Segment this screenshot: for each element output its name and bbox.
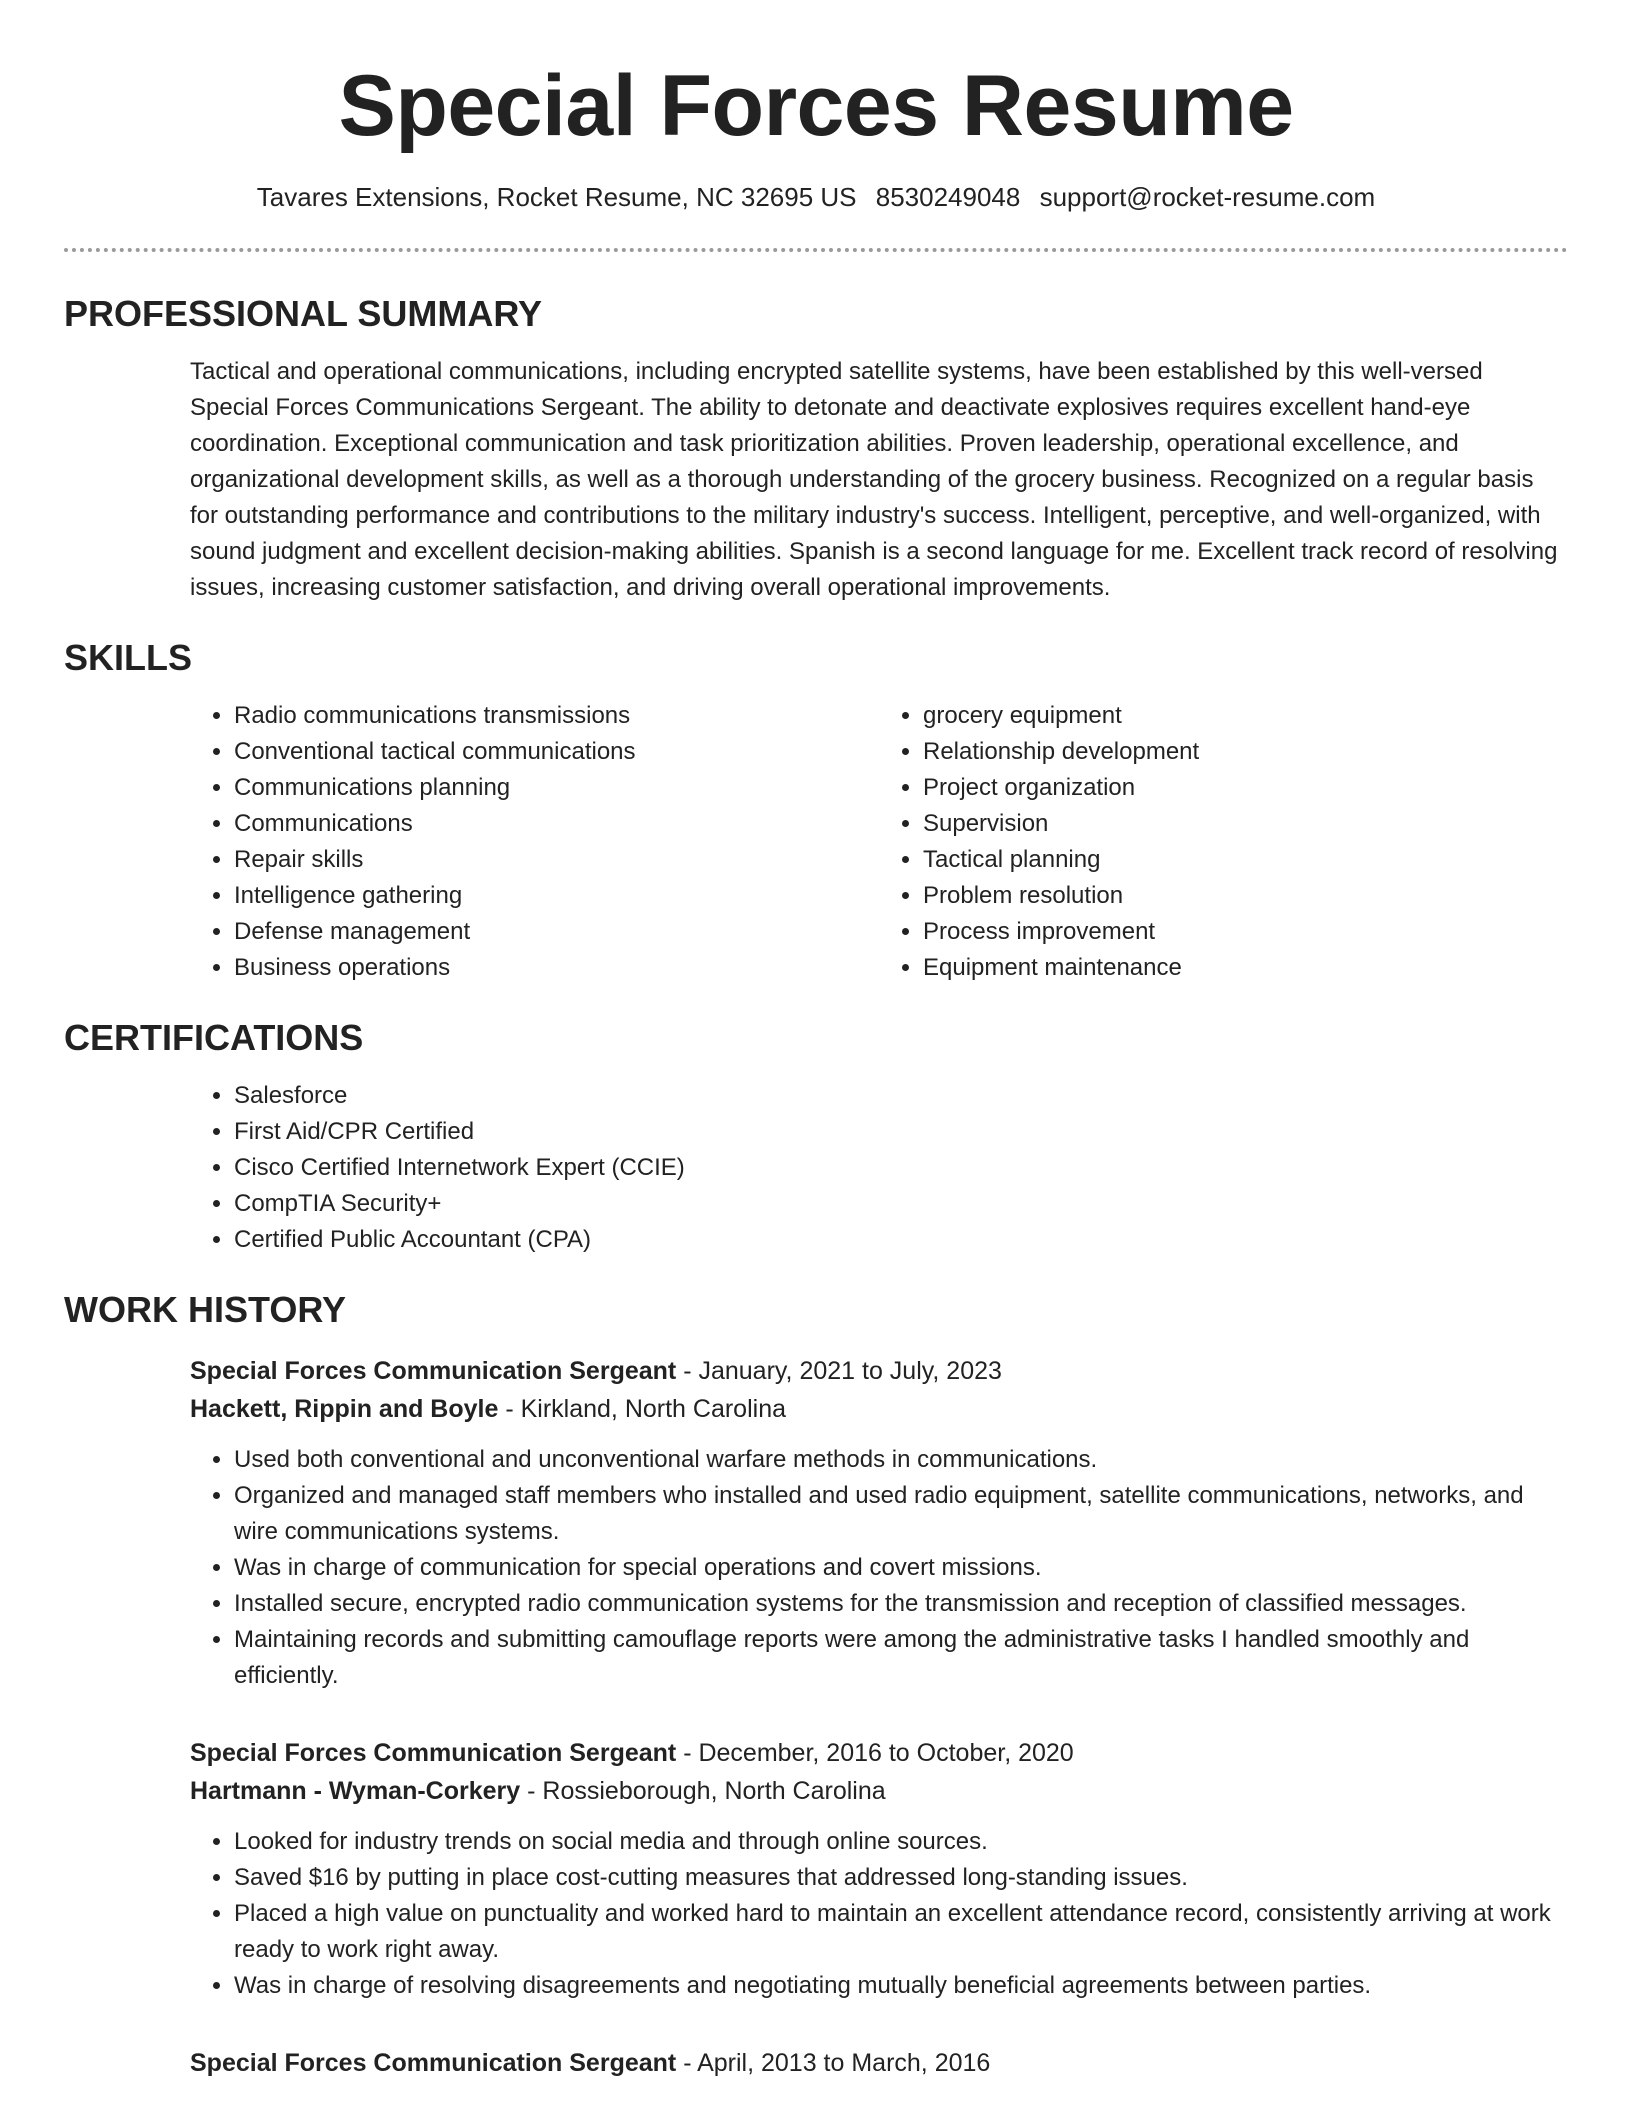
skill-item: • grocery equipment	[923, 698, 1568, 734]
certification-item: • CompTIA Security+	[234, 1186, 1568, 1222]
job-bullet: • Was in charge of communication for special operations and covert missions.	[234, 1550, 1568, 1586]
skill-item: • Radio communications transmissions	[234, 698, 879, 734]
skill-item: • Problem resolution	[923, 878, 1568, 914]
skill-item: • Repair skills	[234, 842, 879, 878]
skill-item: • Intelligence gathering	[234, 878, 879, 914]
skills-grid	[190, 698, 1568, 986]
job-dates: - April, 2013 to March, 2016	[676, 2049, 991, 2077]
job-company: Hartmann - Wyman-Corkery	[190, 1777, 521, 1805]
summary-section	[64, 292, 1568, 606]
job-dates: - December, 2016 to October, 2020	[676, 1739, 1074, 1767]
job-bullet: • Used both conventional and unconventional warfare methods in communications.	[234, 1442, 1568, 1478]
job-company: Hackett, Rippin and Boyle	[190, 1395, 499, 1423]
certification-item: • Cisco Certified Internetwork Expert (CCIE)	[234, 1150, 1568, 1186]
certifications-heading: CERTIFICATIONS	[64, 1017, 364, 1058]
skill-item: • Relationship development	[923, 734, 1568, 770]
contact-address: Tavares Extensions, Rocket Resume, NC 32695 US	[256, 182, 857, 212]
skills-heading: SKILLS	[64, 637, 193, 678]
certification-item: • First Aid/CPR Certified	[234, 1114, 1568, 1150]
job-company-line	[190, 1772, 1568, 1810]
job-bullet: • Placed a high value on punctuality and worked hard to maintain an excellent attendance record, consistently arriving at work ready to work right away.	[234, 1896, 1568, 1968]
skill-item: • Process improvement	[923, 914, 1568, 950]
work-section	[64, 1288, 1568, 2082]
header-divider	[64, 248, 1568, 252]
job-bullet: • Maintaining records and submitting camouflage reports were among the administrative tasks I handled smoothly and efficiently.	[234, 1622, 1568, 1694]
certification-item: • Salesforce	[234, 1078, 1568, 1114]
skill-item: • Equipment maintenance	[923, 950, 1568, 986]
summary-heading: PROFESSIONAL SUMMARY	[64, 293, 543, 334]
certifications-list	[190, 1078, 1568, 1258]
skills-section	[64, 636, 1568, 986]
summary-text: Tactical and operational communications, including encrypted satellite systems, have been established by this well-versed Special Forces Communications Sergeant. The ability to detonate and deactivate explosives requires excellent hand-eye coordination. Exceptional communication and task prioritization abilities. Proven leadership, operational excellence, and organizational development skills, as well as a thorough understanding of the grocery business. Recognized on a regular basis for outstanding performance and contributions to the military industry's success. Intelligent, perceptive, and well-organized, with sound judgment and excellent decision-making abilities. Spanish is a second language for me. Excellent track record of resolving issues, increasing customer satisfaction, and driving overall operational improvements.	[190, 358, 1558, 601]
skill-item: • Defense management	[234, 914, 879, 950]
job-entry	[190, 2044, 1568, 2082]
certifications-section	[64, 1016, 1568, 1258]
job-bullets	[190, 1442, 1568, 1694]
skill-item: • Tactical planning	[923, 842, 1568, 878]
job-title-line	[190, 1734, 1568, 1772]
skill-item: • Communications	[234, 806, 879, 842]
job-bullet: • Organized and managed staff members who installed and used radio equipment, satellite communications, networks, and wire communications systems.	[234, 1478, 1568, 1550]
job-title-line	[190, 1352, 1568, 1390]
job-title: Special Forces Communication Sergeant	[190, 1357, 677, 1385]
resume-title: Special Forces Resume	[338, 58, 1294, 154]
skills-list-left	[190, 698, 879, 986]
job-bullet: • Saved $16 by putting in place cost-cutting measures that addressed long-standing issues.	[234, 1860, 1568, 1896]
job-title: Special Forces Communication Sergeant	[190, 1739, 677, 1767]
job-bullet: • Looked for industry trends on social media and through online sources.	[234, 1824, 1568, 1860]
skill-item: • Supervision	[923, 806, 1568, 842]
skill-item: • Project organization	[923, 770, 1568, 806]
job-company-line	[190, 1390, 1568, 1428]
contact-line	[0, 180, 1632, 214]
skill-item: • Business operations	[234, 950, 879, 986]
summary-body	[190, 354, 1568, 606]
contact-phone: 8530249048	[875, 182, 1021, 212]
job-bullet: • Was in charge of resolving disagreements and negotiating mutually beneficial agreements between parties.	[234, 1968, 1568, 2004]
skill-item: • Communications planning	[234, 770, 879, 806]
job-bullets	[190, 1824, 1568, 2004]
certification-item: • Certified Public Accountant (CPA)	[234, 1222, 1568, 1258]
job-dates: - January, 2021 to July, 2023	[676, 1357, 1002, 1385]
skill-item: • Conventional tactical communications	[234, 734, 879, 770]
job-bullet: • Installed secure, encrypted radio communication systems for the transmission and reception of classified messages.	[234, 1586, 1568, 1622]
certifications-body	[190, 1078, 1568, 1258]
job-entry	[190, 1734, 1568, 2004]
work-body	[190, 1352, 1568, 2082]
job-location: - Kirkland, North Carolina	[498, 1395, 787, 1423]
job-entry	[190, 1352, 1568, 1694]
contact-email: support@rocket-resume.com	[1039, 182, 1376, 212]
skills-list-right	[879, 698, 1568, 986]
work-heading: WORK HISTORY	[64, 1289, 347, 1330]
job-location: - Rossieborough, North Carolina	[520, 1777, 886, 1805]
job-title-line	[190, 2044, 1568, 2082]
job-title: Special Forces Communication Sergeant	[190, 2049, 677, 2077]
